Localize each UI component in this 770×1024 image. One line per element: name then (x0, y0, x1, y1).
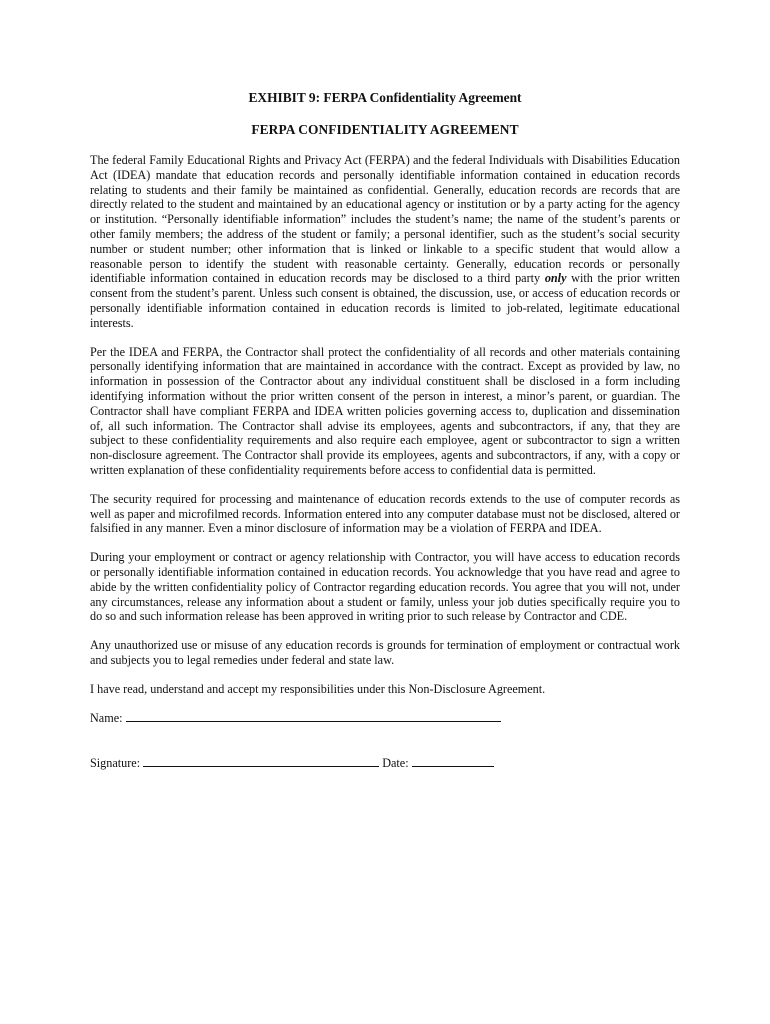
paragraph-acceptance: I have read, understand and accept my responsibilities under this Non-Disclosure Agreement. (90, 681, 546, 696)
signature-field[interactable] (143, 755, 379, 767)
signature-row (90, 755, 680, 771)
name-field[interactable] (126, 710, 501, 722)
paragraph-ferpa-overview-part1: The federal Family Educational Rights and Privacy Act (FERPA) and the federal Individuals with Disabilities Education Act (IDEA) mandate that education records and personally identifiable information contained in education records relating to students and their family be maintained as confidential. Generally, education records are records that are directly related to the student and maintained by an educational agency or institution or by a party acting for the agency or institution. “Personally identifiable information” includes the student’s name; the name of the student’s parents or other family members; the address of the student or family; a personal identifier, such as the student’s social security number or student number; other information that is linked or linkable to a specific student that would allow a reasonable person to identify the student with reasonable certainty. Generally, education records or personally identifiable information contained in education records may be disclosed to a third party (90, 153, 680, 286)
emphasis-only: only (544, 271, 567, 286)
name-label: Name: (90, 710, 126, 725)
date-field[interactable] (412, 755, 494, 767)
paragraph-ferpa-overview-part2: with the prior written consent from the student’s parent. Unless such consent is obtained, the discussion, use, or access of education records or personally identifiable information contained in education records is limited to job-related, legitimate educational interests. (90, 271, 680, 330)
exhibit-title: EXHIBIT 9: FERPA Confidentiality Agreement (248, 90, 522, 105)
paragraph-misuse: Any unauthorized use or misuse of any education records is grounds for termination of employment or contractual work and subjects you to legal remedies under federal and state law. (90, 638, 680, 667)
paragraph-security: The security required for processing and maintenance of education records extends to the use of computer records as well as paper and microfilmed records. Information entered into any computer database must not be disclosed, altered or falsified in any manner. Even a minor disclosure of information may be a violation of FERPA and IDEA. (90, 491, 680, 536)
paragraph-contractor-obligations: Per the IDEA and FERPA, the Contractor shall protect the confidentiality of all records and other materials containing personally identifying information that are maintained in accordance with the contract. Except as provided by law, no information in possession of the Contractor about any individual constituent shall be disclosed in a form including identifying information without the prior written consent of the person in interest, a minor’s parent, or guardian. The Contractor shall have compliant FERPA and IDEA written policies governing access to, duplication and dissemination of, all such information. The Contractor shall advise its employees, agents and subcontractors, if any, that they are subject to these confidentiality requirements and also require each employee, agent or subcontractor to sign a written non-disclosure agreement. The Contractor shall provide its employees, agents and subcontractors, if any, with a copy or written explanation of these confidentiality requirements before access to confidential data is permitted. (90, 344, 680, 477)
paragraph-ferpa-overview (90, 153, 680, 331)
agreement-title: FERPA CONFIDENTIALITY AGREEMENT (251, 122, 519, 137)
paragraph-employee-acknowledgment: During your employment or contract or agency relationship with Contractor, you will have access to education records or personally identifiable information contained in education records. You acknowledge that you have read and agree to abide by the written confidentiality policy of Contractor regarding education records. You agree that you will not, under any circumstances, release any information about a student or family, unless your job duties specifically require you to do so and such information release has been approved in writing prior to such release by Contractor and CDE. (90, 550, 680, 624)
signature-label: Signature: (90, 755, 144, 770)
date-label: Date: (379, 755, 412, 770)
name-row (90, 710, 680, 726)
document-page (90, 90, 680, 771)
